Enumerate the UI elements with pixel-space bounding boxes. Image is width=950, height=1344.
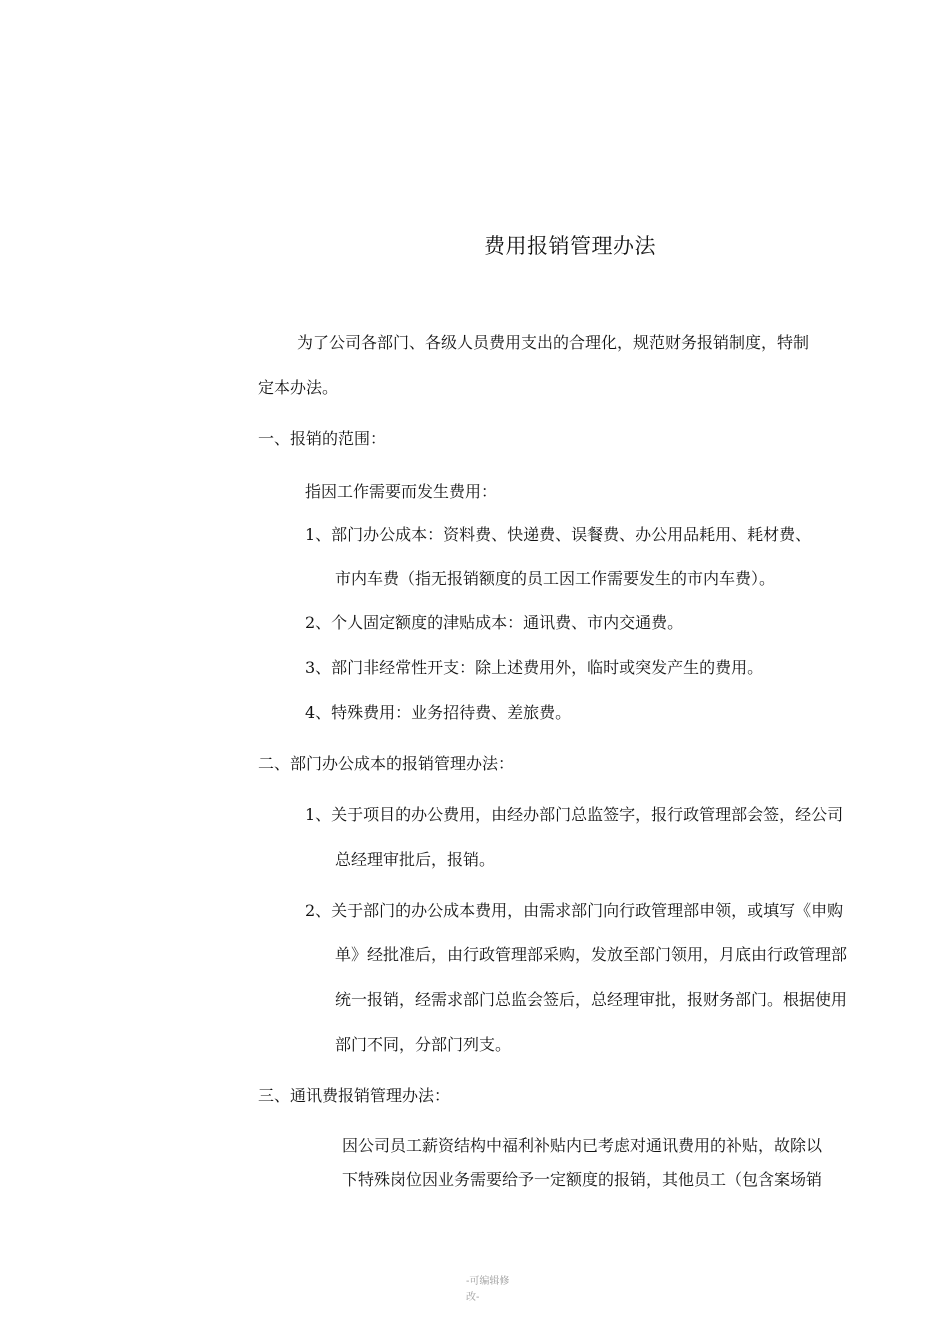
section-1-item-1-line-1: 1、部门办公成本：资料费、快递费、误餐费、办公用品耗用、耗材费、 (305, 525, 812, 544)
section-1-item-3: 3、部门非经常性开支：除上述费用外，临时或突发产生的费用。 (305, 658, 764, 677)
section-3-para-line-2: 下特殊岗位因业务需要给予一定额度的报销，其他员工（包含案场销 (342, 1170, 823, 1189)
section-2-item-2-line-3: 统一报销，经需求部门总监会签后，总经理审批，报财务部门。根据使用 (335, 990, 848, 1009)
section-2-item-2-line-4: 部门不同，分部门列支。 (335, 1035, 512, 1054)
section-heading-2: 二、部门办公成本的报销管理办法： (258, 754, 515, 773)
section-2-item-2-line-1: 2、关于部门的办公成本费用，由需求部门向行政管理部申领，或填写《申购 (305, 901, 844, 920)
section-1-item-1-line-2: 市内车费（指无报销额度的员工因工作需要发生的市内车费）。 (335, 569, 776, 588)
paragraph-intro-line-2: 定本办法。 (258, 378, 339, 397)
section-2-item-1-line-1: 1、关于项目的办公费用，由经办部门总监签字，报行政管理部会签，经公司 (305, 805, 844, 824)
footer-note-line-1: -可编辑修 (466, 1276, 510, 1287)
footer-note-line-2: 改- (466, 1292, 480, 1303)
section-2-item-1-line-2: 总经理审批后，报销。 (335, 850, 496, 869)
section-heading-1: 一、报销的范围： (258, 429, 387, 448)
section-2-item-2-line-2: 单》经批准后，由行政管理部采购，发放至部门领用，月底由行政管理部 (335, 945, 848, 964)
section-heading-3: 三、通讯费报销管理办法： (258, 1086, 451, 1105)
section-1-lead: 指因工作需要而发生费用： (305, 482, 498, 501)
paragraph-intro-line-1: 为了公司各部门、各级人员费用支出的合理化，规范财务报销制度，特制 (297, 333, 810, 352)
section-1-item-2: 2、个人固定额度的津贴成本：通讯费、市内交通费。 (305, 613, 684, 632)
section-3-para-line-1: 因公司员工薪资结构中福利补贴内已考虑对通讯费用的补贴，故除以 (342, 1136, 823, 1155)
document-title: 费用报销管理办法 (484, 234, 656, 258)
section-1-item-4: 4、特殊费用：业务招待费、差旅费。 (305, 703, 572, 722)
